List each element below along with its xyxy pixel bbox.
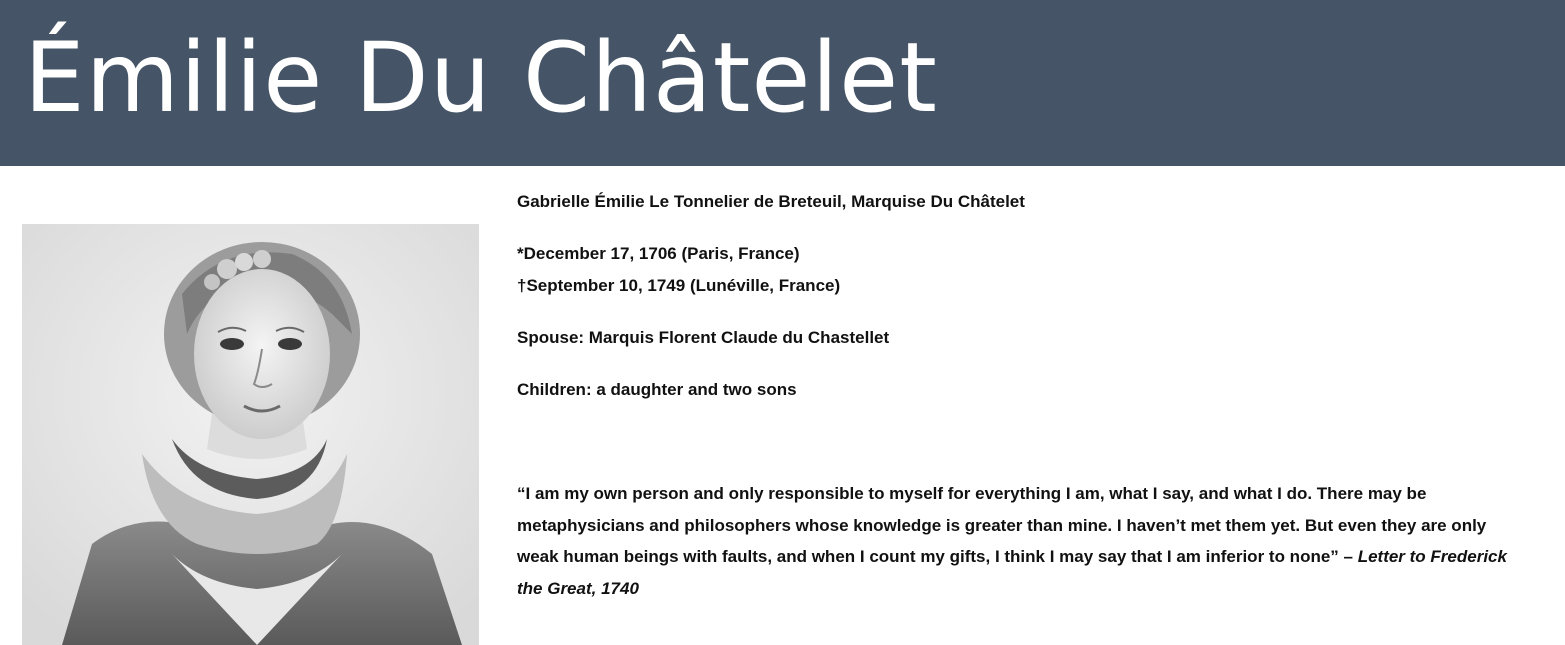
death-date: †September 10, 1749 (Lunéville, France) [517,276,841,295]
full-name: Gabrielle Émilie Le Tonnelier de Breteuil, Marquise Du Châtelet [517,192,1025,211]
quote-source: Letter to Frederick the Great, 1740 [517,547,1507,598]
page-header [0,0,1565,166]
spouse: Spouse: Marquis Florent Claude du Chastellet [517,328,890,347]
quote [517,478,1527,604]
page-title: Émilie Du Châtelet [24,22,938,134]
birth-date: *December 17, 1706 (Paris, France) [517,244,800,263]
quote-text: “I am my own person and only responsible to myself for everything I am, what I say, and what I do. There may be metaphysicians and philosophers whose knowledge is greater than mine. I haven’t met them yet. But even they are only weak human beings with faults, and when I count my gifts, I think I may say that I am inferior to none” – [517,484,1487,566]
bio-details [517,186,1537,406]
children: Children: a daughter and two sons [517,380,797,399]
portrait-image [22,224,479,645]
